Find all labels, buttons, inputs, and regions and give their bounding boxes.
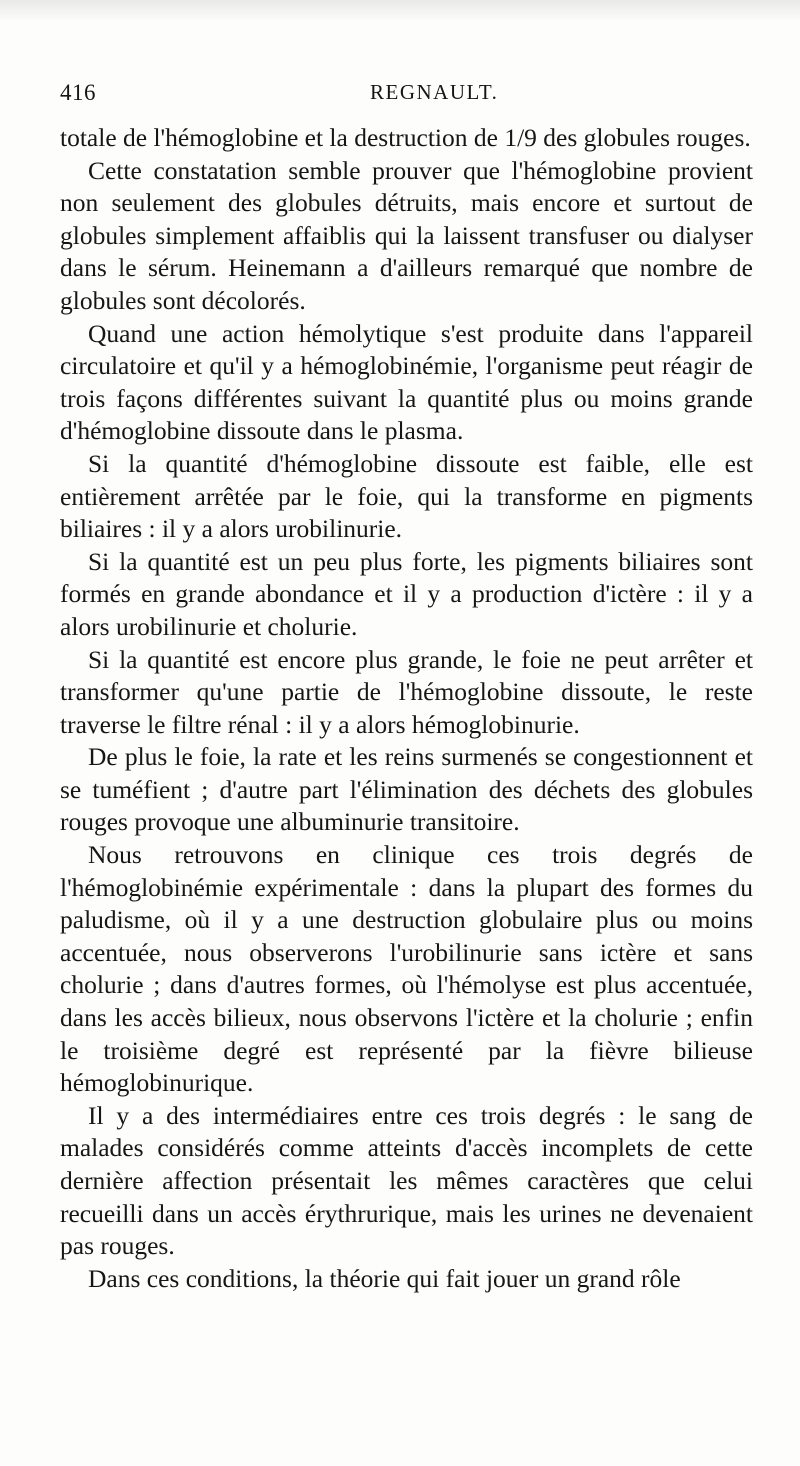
page-edge-shadow	[0, 0, 800, 22]
page-header	[60, 80, 753, 120]
page-number: 416	[60, 80, 96, 105]
running-head: REGNAULT.	[370, 80, 499, 104]
paragraph: Si la quantité est un peu plus forte, les pigments biliaires sont formés en grande abondance et il y a production d'ictère : il y a alors urobilinurie et cholurie.	[60, 546, 753, 641]
paragraph: Si la quantité est encore plus grande, le foie ne peut arrêter et transformer qu'une partie de l'hémoglobine dissoute, le reste traverse le filtre rénal : il y a alors hémoglobinurie.	[60, 644, 753, 739]
paragraph: Nous retrouvons en clinique ces trois degrés de l'hémoglobinémie expérimentale : dans la plupart des formes du paludisme, où il y a une destruction globulaire plus ou moins accentuée, nous observerons l'urobilinurie sans ictère et sans cholurie ; dans d'autres formes, où l'hémolyse est plus accentuée, dans les accès bilieux, nous observons l'ictère et la cholurie ; enfin le troisième degré est représenté par la fièvre bilieuse hémoglobinurique.	[60, 840, 753, 1098]
paragraph: Quand une action hémolytique s'est produite dans l'appareil circulatoire et qu'il y a hémoglobinémie, l'organisme peut réagir de trois façons différentes suivant la quantité plus ou moins grande d'hémoglobine dissoute dans le plasma.	[60, 318, 753, 446]
body-text	[60, 122, 753, 1295]
paragraph: Si la quantité d'hémoglobine dissoute est faible, elle est entièrement arrêtée par le foie, qui la transforme en pigments biliaires : il y a alors urobilinurie.	[60, 448, 753, 544]
paragraph: Cette constatation semble prouver que l'hémoglobine provient non seulement des globules détruits, mais encore et surtout de globules simplement affaiblis qui la laissent transfuser ou dialyser dans le sérum. Heinemann a d'ailleurs remarqué que nombre de globules sont décolorés.	[60, 155, 753, 315]
paragraph: Dans ces conditions, la théorie qui fait jouer un grand rôle	[88, 1263, 681, 1293]
paragraph: Il y a des intermédiaires entre ces trois degrés : le sang de malades considérés comme atteints d'accès incomplets de cette dernière affection présentait les mêmes caractères que celui recueilli dans un accès érythrurique, mais les urines ne devenaient pas rouges.	[60, 1100, 753, 1261]
paragraph: totale de l'hémoglobine et la destruction de 1/9 des globules rouges.	[60, 123, 751, 152]
paragraph: De plus le foie, la rate et les reins surmenés se congestionnent et se tuméfient ; d'autre part l'élimination des déchets des globules rouges provoque une albuminurie transitoire.	[60, 742, 753, 837]
